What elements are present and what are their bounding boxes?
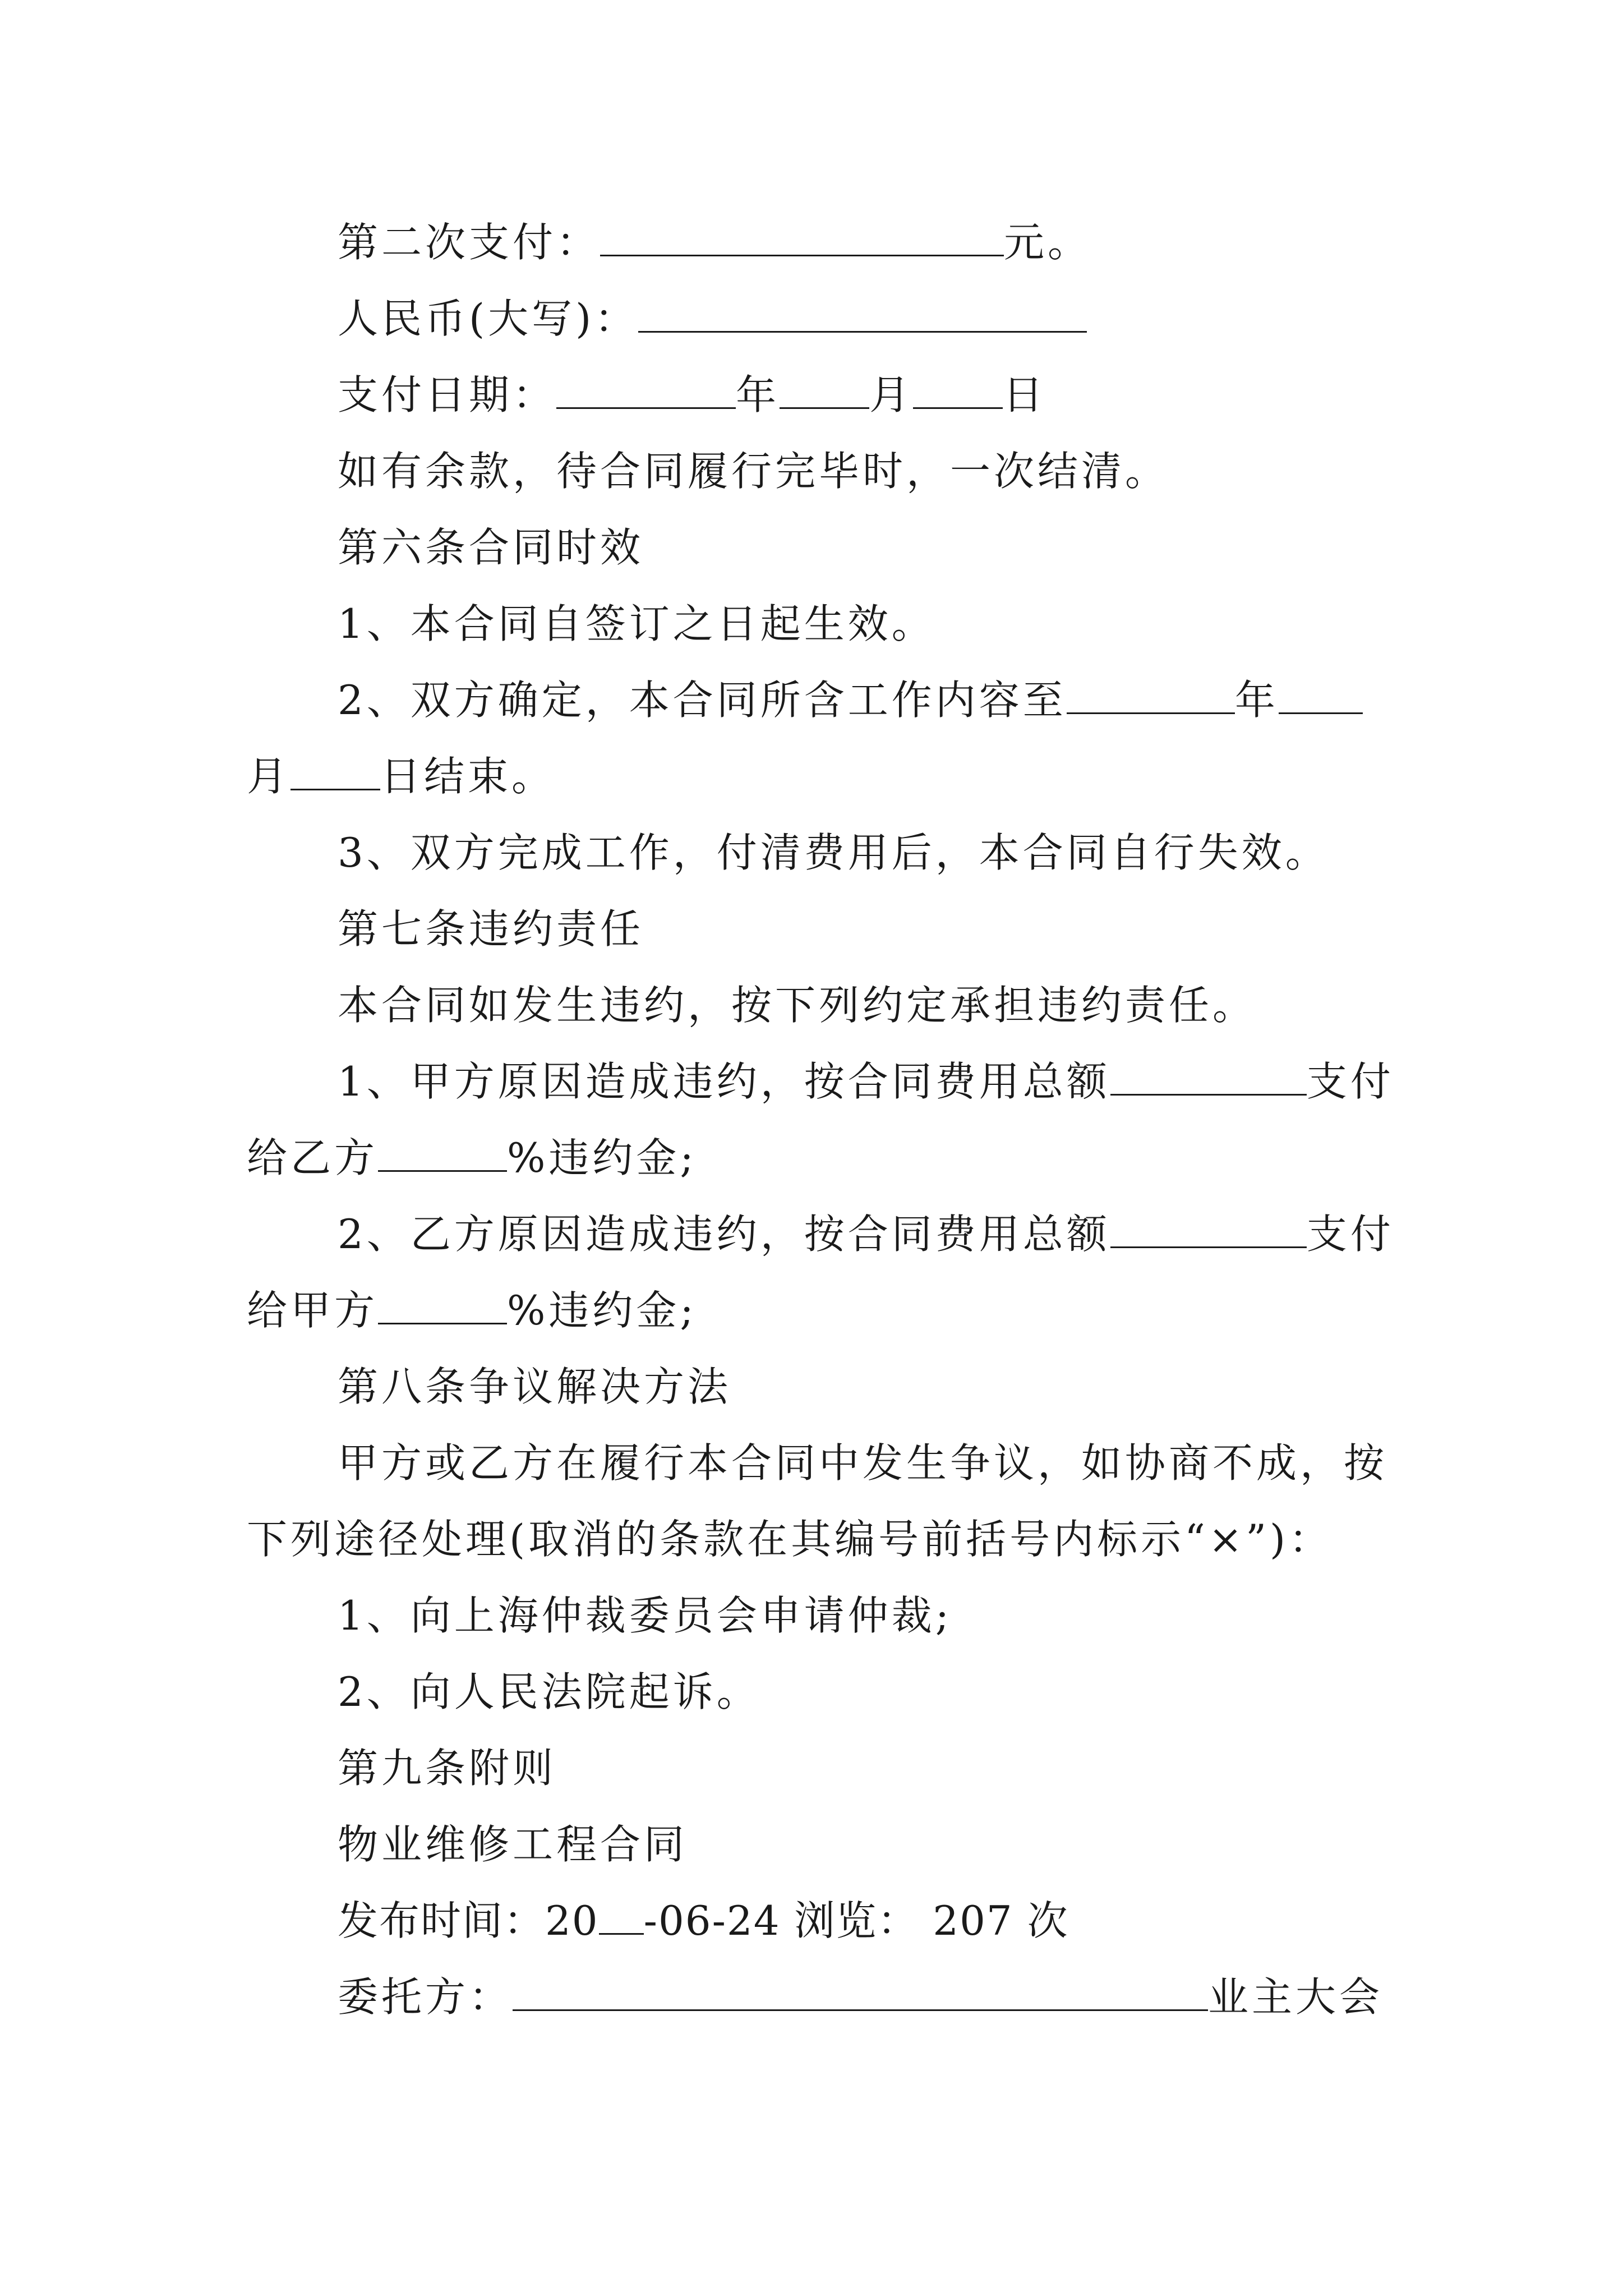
day-blank bbox=[913, 368, 1003, 409]
article-8-title: 第八条争议解决方法 bbox=[338, 1363, 732, 1410]
end-year-label: 年 bbox=[1234, 677, 1279, 724]
article-8-item-1: 1、向上海仲裁委员会申请仲裁; bbox=[338, 1592, 953, 1639]
yuan-label: 元。 bbox=[1004, 219, 1092, 266]
article-7-item-1-line-1 bbox=[338, 1053, 1482, 1110]
month-label: 月 bbox=[869, 371, 914, 418]
amount-blank bbox=[600, 215, 1004, 256]
article-6-item-3: 3、双方完成工作，付清费用后，本合同自行失效。 bbox=[338, 829, 1329, 876]
article-8-item-2: 2、向人民法院起诉。 bbox=[338, 1668, 760, 1715]
to-party-b-label: 给乙方 bbox=[247, 1134, 379, 1181]
month-blank bbox=[780, 368, 869, 409]
article-6-item-2-line-1 bbox=[338, 672, 1482, 728]
party-b-percent-blank bbox=[378, 1283, 507, 1324]
party-b-total-blank bbox=[1110, 1207, 1307, 1248]
party-a-total-blank bbox=[1110, 1055, 1307, 1096]
article-6-item-1: 1、本合同自签订之日起生效。 bbox=[338, 600, 935, 647]
article-7-item-1-line-2 bbox=[247, 1130, 1391, 1186]
article-8-intro-line-1: 甲方或乙方在履行本合同中发生争议，如协商不成，按 bbox=[338, 1439, 1388, 1487]
second-payment-line bbox=[338, 214, 1482, 270]
article-6-item-2-line-2 bbox=[247, 748, 1391, 804]
rmb-uppercase-blank bbox=[638, 292, 1087, 333]
client-line bbox=[338, 1969, 1482, 2025]
client-label: 委托方： bbox=[338, 1973, 513, 2021]
year-blank bbox=[556, 368, 736, 409]
publish-time-label: 发布时间：20 bbox=[338, 1897, 599, 1944]
end-month-blank bbox=[1279, 673, 1363, 714]
second-payment-label: 第二次支付： bbox=[338, 219, 601, 266]
publish-date-views: -06-24 浏览： 207 次 bbox=[643, 1897, 1069, 1944]
next-document-title: 物业维修工程合同 bbox=[338, 1821, 688, 1868]
end-day-text: 日结束。 bbox=[380, 753, 556, 800]
balance-note: 如有余款，待合同履行完毕时，一次结清。 bbox=[338, 448, 1169, 495]
article-7-intro: 本合同如发生违约，按下列约定承担违约责任。 bbox=[338, 982, 1257, 1029]
article-6-title: 第六条合同时效 bbox=[338, 524, 644, 571]
article-7-item-2-text: 2、乙方原因造成违约，按合同费用总额 bbox=[338, 1211, 1110, 1258]
client-blank bbox=[513, 1970, 1208, 2011]
end-day-blank bbox=[291, 749, 380, 790]
article-6-item-2-text: 2、双方确定，本合同所含工作内容至 bbox=[338, 677, 1067, 724]
payment-date-line bbox=[338, 367, 1482, 423]
end-month-label: 月 bbox=[247, 753, 291, 800]
pay-label: 支付 bbox=[1306, 1211, 1394, 1258]
article-7-item-2-line-2 bbox=[247, 1282, 1391, 1338]
payment-date-label: 支付日期： bbox=[338, 371, 557, 418]
owners-assembly-label: 业主大会 bbox=[1208, 1973, 1384, 2021]
publish-info-line bbox=[338, 1893, 1482, 1949]
article-7-title: 第七条违约责任 bbox=[338, 905, 644, 953]
rmb-uppercase-line bbox=[338, 291, 1482, 347]
article-8-intro-line-2: 下列途径处理(取消的条款在其编号前括号内标示“×”)： bbox=[247, 1516, 1333, 1563]
publish-year-blank bbox=[599, 1894, 644, 1935]
day-label: 日 bbox=[1003, 371, 1047, 418]
party-a-percent-blank bbox=[378, 1131, 507, 1172]
year-label: 年 bbox=[736, 371, 780, 418]
to-party-a-label: 给甲方 bbox=[247, 1287, 379, 1334]
pay-label: 支付 bbox=[1306, 1058, 1394, 1105]
penalty-label: %违约金; bbox=[507, 1134, 697, 1181]
article-7-item-2-line-1 bbox=[338, 1206, 1482, 1262]
article-9-title: 第九条附则 bbox=[338, 1745, 557, 1792]
penalty-label: %违约金; bbox=[507, 1287, 697, 1334]
end-year-blank bbox=[1067, 673, 1235, 714]
article-7-item-1-text: 1、甲方原因造成违约，按合同费用总额 bbox=[338, 1058, 1110, 1105]
rmb-uppercase-label: 人民币(大写)： bbox=[338, 295, 639, 342]
